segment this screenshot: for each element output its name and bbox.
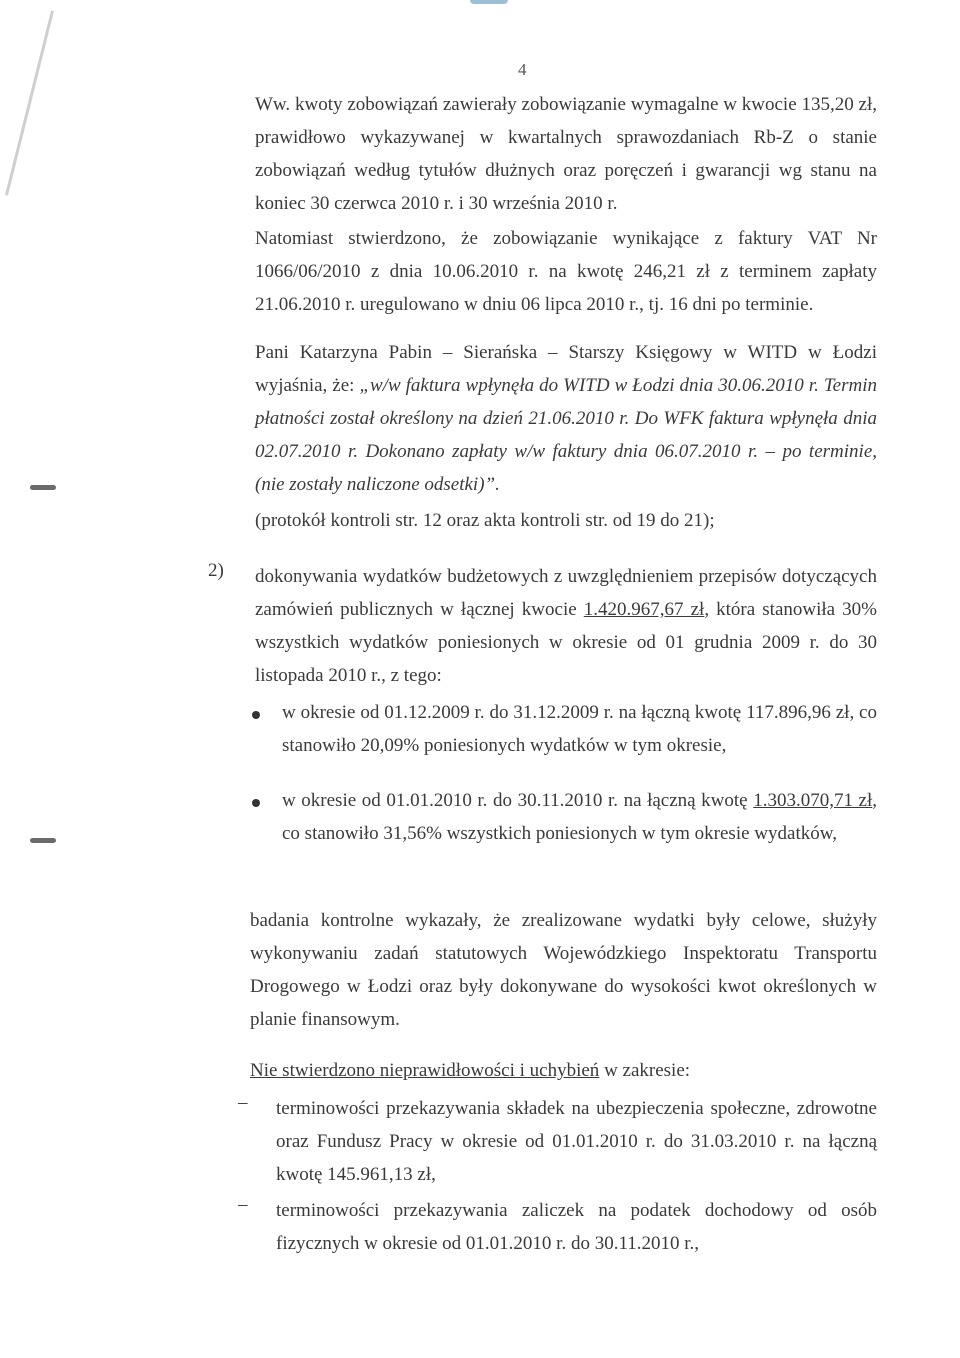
section-heading-no-irregularities xyxy=(250,1054,877,1087)
explanation-lead: Pani Katarzyna Pabin – Sierańska – Starszy Księgowy w WITD w Łodzi wyjaśnia, że: xyxy=(255,342,877,396)
item-2-part-b: , która stanowiła 30% wszystkich wydatków poniesionych w okresie od 01 grudnia 2009 r. do 30 listopada 2010 r., z tego: xyxy=(255,599,878,686)
item-number: 2) xyxy=(208,560,224,581)
paragraph-text: badania kontrolne wykazały, że zrealizowane wydatki były celowe, służyły wykonywaniu zadań statutowych Wojewódzkiego Inspektoratu Transportu Drogowego w Łodzi oraz były dokonywane do wysokości kwot określonych w planie finansowym. xyxy=(250,910,877,1030)
dash-text: terminowości przekazywania składek na ubezpieczenia społeczne, zdrowotne oraz Fundusz Pracy w okresie od 01.01.2010 r. do 31.03.2010 r. na łączną kwotę 145.961,13 zł, xyxy=(276,1098,877,1185)
page-number: 4 xyxy=(518,60,527,79)
punch-hole-mark xyxy=(30,485,56,490)
paragraph-explanation xyxy=(255,336,877,501)
heading-underlined: Nie stwierdzono nieprawidłowości i uchybień xyxy=(250,1060,600,1081)
dash-marker: – xyxy=(238,1194,248,1215)
paragraph-conclusion xyxy=(250,904,877,1036)
paragraph-text: Ww. kwoty zobowiązań zawierały zobowiązanie wymagalne w kwocie 135,20 zł, prawidłowo wykazywanej w kwartalnych sprawozdaniach Rb-Z o stanie zobowiązań według tytułów dłużnych oraz poręczeń i gwarancji wg stanu na koniec 30 czerwca 2010 r. i 30 września 2010 r. xyxy=(255,94,877,214)
bullet-item-2010 xyxy=(282,784,877,850)
item-2-text xyxy=(255,560,877,692)
bullet-text: w okresie od 01.12.2009 r. do 31.12.2009 r. na łączną kwotę 117.896,96 zł, co stanowiło 20,09% poniesionych wydatków w tym okresie, xyxy=(282,702,877,756)
protocol-reference xyxy=(255,504,877,537)
paragraph-text: Natomiast stwierdzono, że zobowiązanie wynikające z faktury VAT Nr 1066/06/2010 z dnia 10.06.2010 r. na kwotę 246,21 zł z terminem zapłaty 21.06.2010 r. uregulowano w dniu 06 lipca 2010 r., tj. 16 dni po terminie. xyxy=(255,228,877,315)
scan-shadow-mark xyxy=(5,10,54,195)
item-2-amount: 1.420.967,67 zł xyxy=(583,599,705,620)
bullet-item-2009 xyxy=(282,696,877,762)
bullet-amount: 1.303.070,71 zł xyxy=(753,790,873,811)
explanation-quote: „w/w faktura wpłynęła do WITD w Łodzi dnia 30.06.2010 r. Termin płatności został określony na dzień 21.06.2010 r. Do WFK faktura wpłynęła dnia 02.07.2010 r. Dokonano zapłaty w/w faktury dnia 06.07.2010 r. – po terminie, (nie zostały naliczone odsetki)”. xyxy=(255,375,877,495)
dash-text: terminowości przekazywania zaliczek na podatek dochodowy od osób fizycznych w okresie od 01.01.2010 r. do 30.11.2010 r., xyxy=(276,1200,877,1254)
bullet-icon xyxy=(252,711,260,719)
paragraph-liabilities xyxy=(255,88,877,220)
dash-item-contributions xyxy=(276,1092,877,1191)
heading-rest: w zakresie: xyxy=(599,1060,691,1081)
scan-edge-mark xyxy=(470,0,508,4)
paragraph-text: (protokół kontroli str. 12 oraz akta kontroli str. od 19 do 21); xyxy=(255,510,715,531)
dash-item-tax xyxy=(276,1194,877,1260)
bullet-text-b: , co stanowiło 31,56% wszystkich poniesionych w tym okresie wydatków, xyxy=(282,790,877,844)
dash-marker: – xyxy=(238,1092,248,1113)
bullet-text-a: w okresie od 01.01.2010 r. do 30.11.2010 r. na łączną kwotę xyxy=(282,790,754,811)
item-2-part-a: dokonywania wydatków budżetowych z uwzględnieniem przepisów dotyczących zamówień publicznych w łącznej kwocie xyxy=(255,566,877,620)
punch-hole-mark xyxy=(30,838,56,843)
bullet-icon xyxy=(252,799,260,807)
paragraph-finding xyxy=(255,222,877,321)
